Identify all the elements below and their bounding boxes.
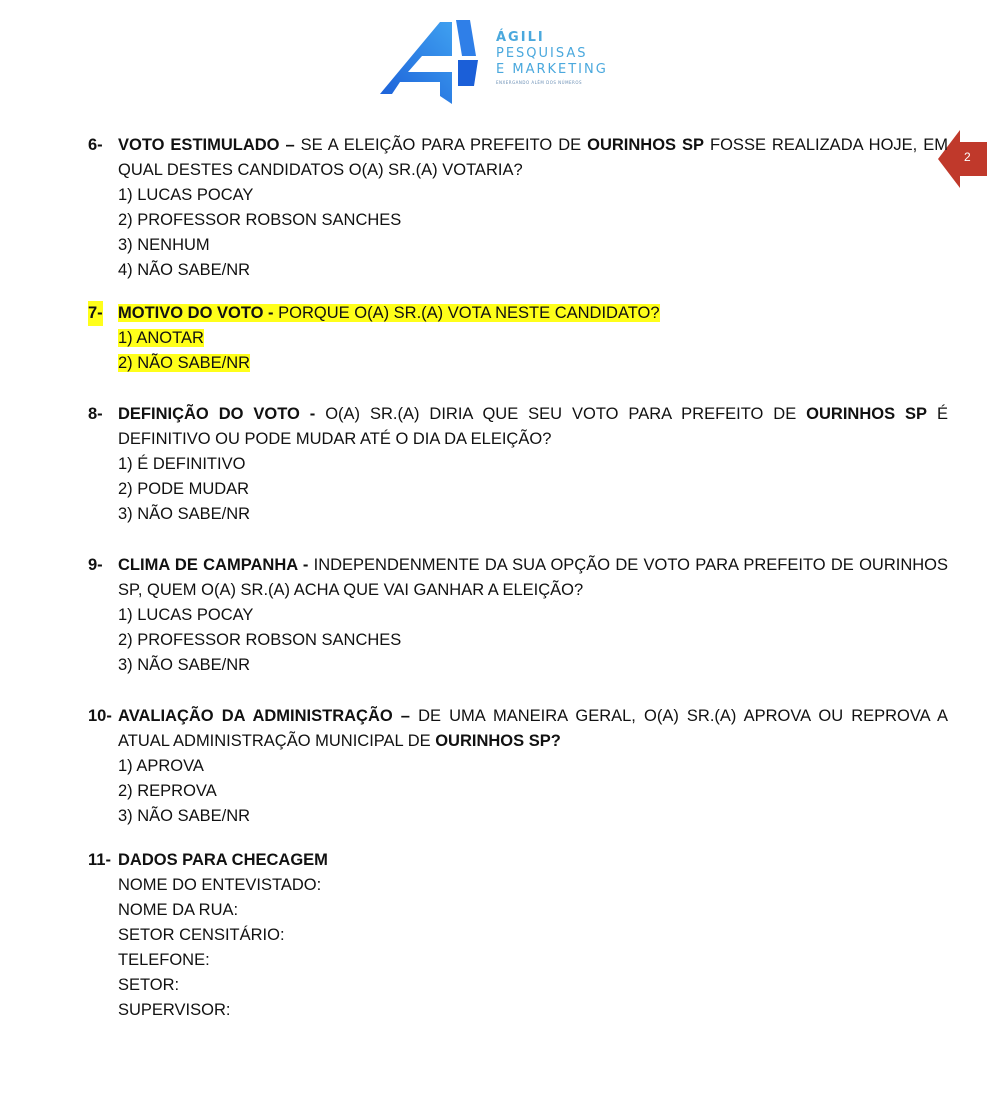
question-number: 11-: [88, 851, 111, 869]
logo-line-3: E MARKETING: [496, 62, 608, 77]
question-text: PORQUE O(A) SR.(A) VOTA NESTE CANDIDATO?: [278, 304, 660, 322]
question-text-cont: FOSSE REALIZADA HOJE, EM QUAL DESTES CANDIDATOS O(A) SR.(A) VOTARIA?: [118, 136, 948, 179]
logo-line-1: ÁGILI: [496, 30, 545, 45]
option-item: 4) NÃO SABE/NR: [118, 261, 251, 279]
option-item: 1) LUCAS POCAY: [118, 186, 254, 204]
option-list: [88, 183, 948, 283]
question-number: 7-: [88, 301, 103, 326]
check-field-phone: TELEFONE:: [118, 951, 210, 969]
question-title: CLIMA DE CAMPANHA: [118, 556, 298, 574]
company-logo: [378, 16, 618, 108]
option-item: 3) NÃO SABE/NR: [118, 505, 251, 523]
question-city: OURINHOS SP: [587, 136, 705, 154]
option-item: 1) ANOTAR: [118, 329, 204, 347]
option-item: 3) NÃO SABE/NR: [118, 807, 251, 825]
question-number: 6-: [88, 136, 103, 154]
option-item: 1) LUCAS POCAY: [118, 606, 254, 624]
option-list: [88, 754, 948, 829]
question-6: [88, 133, 948, 283]
option-item: 2) PROFESSOR ROBSON SANCHES: [118, 631, 402, 649]
question-separator: -: [299, 405, 326, 423]
option-item: 3) NENHUM: [118, 236, 210, 254]
question-separator: –: [392, 707, 419, 725]
question-title: VOTO ESTIMULADO: [118, 136, 280, 154]
option-item: 3) NÃO SABE/NR: [118, 656, 251, 674]
option-item: 2) PODE MUDAR: [118, 480, 250, 498]
question-text: DE UMA MANEIRA GERAL, O(A) SR.(A) APROVA OU REPROVA A ATUAL ADMINISTRAÇÃO MUNICIPAL DE: [118, 707, 948, 750]
question-10: [88, 704, 948, 829]
question-separator: -: [263, 304, 279, 322]
option-list: [88, 326, 948, 376]
question-title: MOTIVO DO VOTO: [118, 304, 264, 322]
question-text: SE A ELEIÇÃO PARA PREFEITO DE: [300, 136, 588, 154]
question-number: 8-: [88, 405, 103, 423]
check-field-supervisor: SUPERVISOR:: [118, 1001, 231, 1019]
check-field-interviewee: NOME DO ENTEVISTADO:: [118, 876, 322, 894]
question-title: DADOS PARA CHECAGEM: [118, 851, 328, 869]
question-separator: -: [297, 556, 314, 574]
option-item: 1) É DEFINITIVO: [118, 455, 246, 473]
question-title: DEFINIÇÃO DO VOTO: [118, 405, 300, 423]
check-field-sector: SETOR:: [118, 976, 180, 994]
question-city: OURINHOS SP?: [435, 732, 561, 750]
option-item: 2) PROFESSOR ROBSON SANCHES: [118, 211, 402, 229]
question-text-cont: É DEFINITIVO OU PODE MUDAR ATÉ O DIA DA ELEIÇÃO?: [118, 405, 948, 448]
option-list: [88, 452, 948, 527]
option-list: [88, 603, 948, 678]
logo-mark-icon: [378, 16, 488, 108]
question-11: [88, 848, 948, 1023]
check-field-census-sector: SETOR CENSITÁRIO:: [118, 926, 285, 944]
question-8: [88, 402, 948, 527]
check-field-street: NOME DA RUA:: [118, 901, 239, 919]
logo-tagline: ENXERGANDO ALÉM DOS NÚMEROS: [496, 80, 583, 85]
question-title: AVALIAÇÃO DA ADMINISTRAÇÃO: [118, 707, 393, 725]
question-number: 9-: [88, 556, 103, 574]
question-separator: –: [279, 136, 301, 154]
option-item: 1) APROVA: [118, 757, 204, 775]
question-text: INDEPENDENMENTE DA SUA OPÇÃO DE VOTO PARA PREFEITO DE OURINHOS SP, QUEM O(A) SR.(A) ACHA QUE VAI GANHAR A ELEIÇÃO?: [118, 556, 949, 599]
page-number: 2: [964, 150, 971, 164]
question-9: [88, 553, 948, 678]
option-item: 2) NÃO SABE/NR: [118, 354, 251, 372]
question-7: [88, 301, 948, 376]
question-city: OURINHOS SP: [806, 405, 928, 423]
question-number: 10-: [88, 707, 112, 725]
option-item: 2) REPROVA: [118, 782, 217, 800]
logo-line-2: PESQUISAS: [496, 46, 588, 61]
question-text: O(A) SR.(A) DIRIA QUE SEU VOTO PARA PREFEITO DE: [325, 405, 807, 423]
